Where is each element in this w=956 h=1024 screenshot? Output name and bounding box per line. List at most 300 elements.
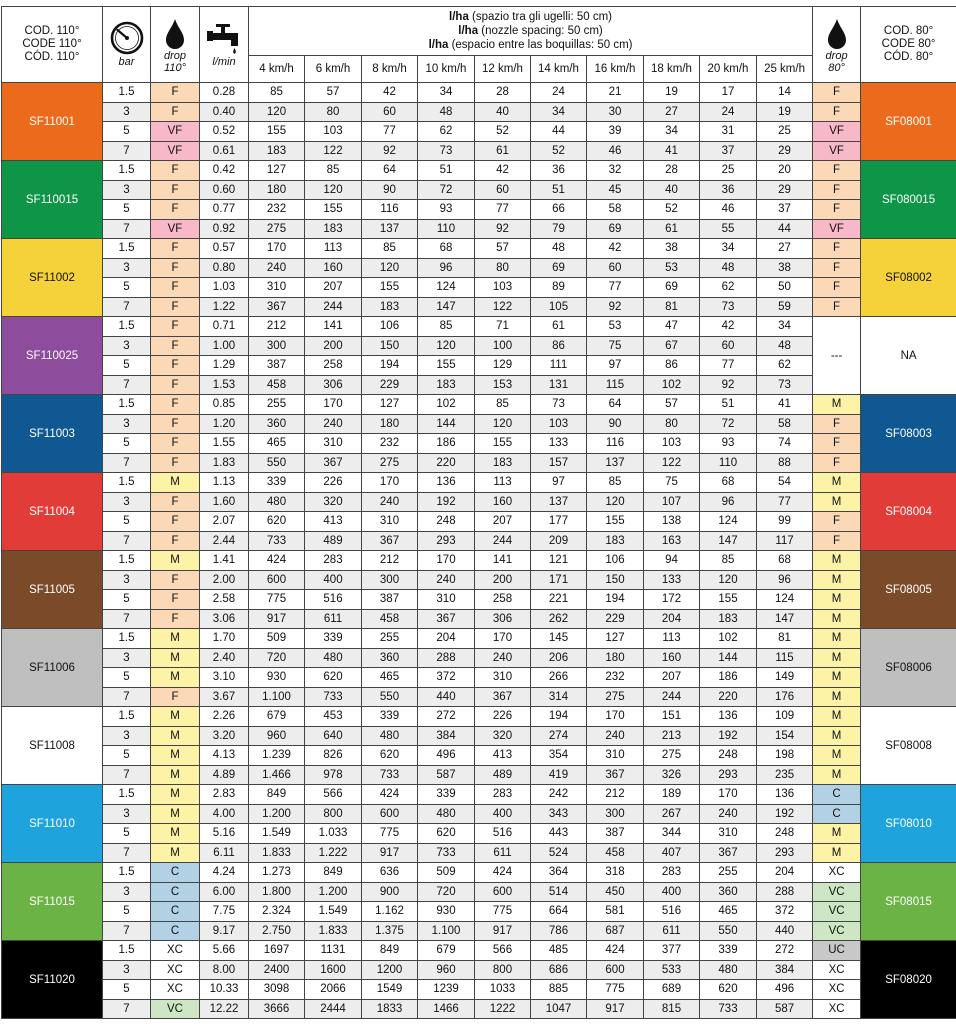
application-rate-value: 194 <box>362 356 418 376</box>
flow-rate-lmin: 1.13 <box>200 473 249 493</box>
application-rate-value: 183 <box>475 453 531 473</box>
application-rate-value: 1.549 <box>249 824 305 844</box>
application-rate-value: 384 <box>757 960 813 980</box>
application-rate-value: 120 <box>418 336 475 356</box>
application-rate-value: 150 <box>587 570 644 590</box>
droplet-class-110: F <box>151 356 200 376</box>
application-rate-value: 407 <box>644 843 700 863</box>
flow-rate-lmin: 1.29 <box>200 356 249 376</box>
droplet-class-110: VC <box>151 999 200 1019</box>
application-rate-value: 192 <box>418 492 475 512</box>
application-rate-value: 163 <box>644 531 700 551</box>
flow-rate-lmin: 0.77 <box>200 200 249 220</box>
application-rate-value: 24 <box>700 102 757 122</box>
application-rate-value: 53 <box>644 258 700 278</box>
application-rate-value: 283 <box>475 785 531 805</box>
application-rate-value: 62 <box>418 122 475 142</box>
droplet-class-110: F <box>151 531 200 551</box>
table-row <box>2 765 956 785</box>
flow-rate-lmin: 0.80 <box>200 258 249 278</box>
application-rate-value: 97 <box>531 473 587 493</box>
application-rate-value: 240 <box>700 804 757 824</box>
nozzle-code-80: SF08002 <box>861 239 956 317</box>
nozzle-code-110: SF110025 <box>2 317 103 395</box>
table-row <box>2 746 956 766</box>
droplet-class-80: M <box>813 668 861 688</box>
application-rate-value: 339 <box>305 629 362 649</box>
application-rate-value: 59 <box>757 297 813 317</box>
application-rate-value: 232 <box>362 434 418 454</box>
application-rate-value: 171 <box>531 570 587 590</box>
table-row <box>2 707 956 727</box>
application-rate-value: 129 <box>475 356 531 376</box>
application-rate-value: 611 <box>475 843 531 863</box>
application-rate-value: 81 <box>644 297 700 317</box>
application-rate-value: 339 <box>249 473 305 493</box>
droplet-class-80: XC <box>813 999 861 1019</box>
application-rate-value: 679 <box>249 707 305 727</box>
application-rate-value: 115 <box>757 648 813 668</box>
application-rate-value: 88 <box>757 453 813 473</box>
pressure-bar: 3 <box>103 492 151 512</box>
flow-rate-lmin: 2.26 <box>200 707 249 727</box>
droplet-class-110: M <box>151 746 200 766</box>
application-rate-value: 849 <box>305 863 362 883</box>
application-rate-value: 147 <box>757 609 813 629</box>
application-rate-value: 180 <box>249 180 305 200</box>
application-rate-value: 147 <box>418 297 475 317</box>
speed-header: 8 km/h <box>362 56 418 83</box>
application-rate-value: 640 <box>305 726 362 746</box>
application-rate-value: 262 <box>531 609 587 629</box>
droplet-class-110: F <box>151 278 200 298</box>
application-rate-value: 232 <box>587 668 644 688</box>
application-rate-value: 1600 <box>305 960 362 980</box>
table-row <box>2 161 956 181</box>
droplet-class-110: C <box>151 863 200 883</box>
application-rate-value: 600 <box>475 882 531 902</box>
nozzle-code-80: SF08001 <box>861 83 956 161</box>
flow-rate-lmin: 0.92 <box>200 219 249 239</box>
application-rate-value: 229 <box>362 375 418 395</box>
application-rate-value: 372 <box>418 668 475 688</box>
application-rate-value: 885 <box>531 980 587 1000</box>
application-rate-value: 172 <box>644 590 700 610</box>
application-rate-value: 1833 <box>362 999 418 1019</box>
application-rate-value: 85 <box>475 395 531 415</box>
droplet-class-110: M <box>151 785 200 805</box>
application-rate-value: 800 <box>305 804 362 824</box>
pressure-bar: 7 <box>103 843 151 863</box>
application-rate-value: 384 <box>418 726 475 746</box>
pressure-bar: 1.5 <box>103 551 151 571</box>
application-rate-value: 186 <box>700 668 757 688</box>
droplet-class-110: M <box>151 707 200 727</box>
application-rate-value: 153 <box>475 375 531 395</box>
application-rate-value: 458 <box>587 843 644 863</box>
application-rate-value: 120 <box>587 492 644 512</box>
application-rate-value: 364 <box>531 863 587 883</box>
pressure-bar: 1.5 <box>103 629 151 649</box>
application-rate-value: 62 <box>757 356 813 376</box>
application-rate-value: 107 <box>644 492 700 512</box>
application-rate-value: 733 <box>418 843 475 863</box>
speed-header: 14 km/h <box>531 56 587 83</box>
application-rate-value: 170 <box>587 707 644 727</box>
application-rate-value: 111 <box>531 356 587 376</box>
droplet-class-110: C <box>151 921 200 941</box>
header-pressure: bar <box>103 7 151 83</box>
application-rate-value: 400 <box>475 804 531 824</box>
application-rate-value: 248 <box>757 824 813 844</box>
application-rate-value: 48 <box>700 258 757 278</box>
flow-rate-lmin: 10.33 <box>200 980 249 1000</box>
application-rate-value: 46 <box>587 141 644 161</box>
application-rate-value: 64 <box>587 395 644 415</box>
nozzle-code-80: SF08020 <box>861 941 956 1019</box>
application-rate-value: 71 <box>475 317 531 337</box>
nozzle-code-80: NA <box>861 317 956 395</box>
droplet-class-80: XC <box>813 980 861 1000</box>
application-rate-value: 443 <box>531 824 587 844</box>
application-rate-value: 480 <box>418 804 475 824</box>
application-rate-value: 55 <box>700 219 757 239</box>
pressure-bar: 7 <box>103 531 151 551</box>
speed-header: 16 km/h <box>587 56 644 83</box>
application-rate-value: 581 <box>587 902 644 922</box>
application-rate-value: 775 <box>249 590 305 610</box>
application-rate-value: 85 <box>700 551 757 571</box>
droplet-class-80: F <box>813 83 861 103</box>
application-rate-value: 235 <box>757 765 813 785</box>
table-row <box>2 941 956 961</box>
pressure-bar: 5 <box>103 122 151 142</box>
application-rate-value: 66 <box>531 200 587 220</box>
application-rate-value: 306 <box>305 375 362 395</box>
flow-rate-lmin: 9.17 <box>200 921 249 941</box>
application-rate-value: 204 <box>757 863 813 883</box>
application-rate-value: 89 <box>531 278 587 298</box>
application-rate-value: 620 <box>249 512 305 532</box>
pressure-bar: 7 <box>103 375 151 395</box>
flow-rate-lmin: 2.00 <box>200 570 249 590</box>
application-rate-value: 496 <box>757 980 813 1000</box>
droplet-class-110: F <box>151 83 200 103</box>
application-rate-value: 339 <box>418 785 475 805</box>
speed-header: 12 km/h <box>475 56 531 83</box>
application-rate-value: 183 <box>305 219 362 239</box>
speed-header: 4 km/h <box>249 56 305 83</box>
application-rate-value: 41 <box>644 141 700 161</box>
application-rate-value: 300 <box>362 570 418 590</box>
droplet-class-80: XC <box>813 960 861 980</box>
application-rate-value: 57 <box>305 83 362 103</box>
application-rate-value: 85 <box>249 83 305 103</box>
application-rate-value: 1549 <box>362 980 418 1000</box>
application-rate-value: 424 <box>249 551 305 571</box>
application-rate-value: 611 <box>644 921 700 941</box>
table-row <box>2 83 956 103</box>
table-row <box>2 317 956 337</box>
application-rate-value: 96 <box>757 570 813 590</box>
pressure-bar: 1.5 <box>103 473 151 493</box>
flow-rate-lmin: 1.83 <box>200 453 249 473</box>
table-row <box>2 960 956 980</box>
application-rate-value: 458 <box>362 609 418 629</box>
application-rate-value: 32 <box>587 161 644 181</box>
table-row <box>2 453 956 473</box>
application-rate-value: 213 <box>644 726 700 746</box>
flow-rate-lmin: 0.60 <box>200 180 249 200</box>
flow-rate-lmin: 5.66 <box>200 941 249 961</box>
application-rate-value: 204 <box>418 629 475 649</box>
header-flow-rate: l/min <box>200 7 249 83</box>
application-rate-value: 207 <box>475 512 531 532</box>
flow-rate-lmin: 0.71 <box>200 317 249 337</box>
application-rate-value: 40 <box>644 180 700 200</box>
pressure-bar: 5 <box>103 434 151 454</box>
application-rate-value: 917 <box>587 999 644 1019</box>
application-rate-value: 339 <box>362 707 418 727</box>
application-rate-value: 275 <box>644 746 700 766</box>
application-rate-value: 68 <box>418 239 475 259</box>
application-rate-value: 686 <box>531 960 587 980</box>
flow-rate-lmin: 2.83 <box>200 785 249 805</box>
droplet-class-110: XC <box>151 941 200 961</box>
application-rate-value: 1466 <box>418 999 475 1019</box>
application-rate-value: 57 <box>644 395 700 415</box>
nozzle-code-80: SF08008 <box>861 707 956 785</box>
application-rate-value: 34 <box>531 102 587 122</box>
pressure-bar: 7 <box>103 687 151 707</box>
droplet-class-80: VF <box>813 219 861 239</box>
droplet-class-110: F <box>151 492 200 512</box>
droplet-class-80: VF <box>813 141 861 161</box>
header-application-rate <box>249 7 813 56</box>
table-row <box>2 512 956 532</box>
application-rate-value: 170 <box>418 551 475 571</box>
application-rate-value: 60 <box>700 336 757 356</box>
application-rate-value: 775 <box>362 824 418 844</box>
droplet-class-110: M <box>151 668 200 688</box>
application-rate-value: 255 <box>249 395 305 415</box>
droplet-class-80: M <box>813 609 861 629</box>
application-rate-value: 27 <box>757 239 813 259</box>
application-rate-value: 183 <box>362 297 418 317</box>
application-rate-value: 57 <box>475 239 531 259</box>
application-rate-value: 212 <box>362 551 418 571</box>
table-row <box>2 785 956 805</box>
application-rate-value: 226 <box>305 473 362 493</box>
application-rate-value: 160 <box>475 492 531 512</box>
application-rate-value: 80 <box>475 258 531 278</box>
pressure-bar: 3 <box>103 882 151 902</box>
application-rate-value: 1.549 <box>305 902 362 922</box>
application-rate-value: 240 <box>587 726 644 746</box>
droplet-class-80: F <box>813 453 861 473</box>
application-rate-value: 147 <box>700 531 757 551</box>
droplet-class-110: F <box>151 161 200 181</box>
speed-header: 25 km/h <box>757 56 813 83</box>
flow-rate-lmin: 4.13 <box>200 746 249 766</box>
application-rate-value: 636 <box>362 863 418 883</box>
flow-rate-lmin: 3.10 <box>200 668 249 688</box>
application-rate-value: 258 <box>305 356 362 376</box>
application-rate-value: 115 <box>587 375 644 395</box>
table-row <box>2 200 956 220</box>
pressure-bar: 5 <box>103 902 151 922</box>
flow-rate-lmin: 0.52 <box>200 122 249 142</box>
application-rate-value: 326 <box>644 765 700 785</box>
application-rate-value: 58 <box>587 200 644 220</box>
application-rate-value: 204 <box>644 609 700 629</box>
droplet-class-110: VF <box>151 141 200 161</box>
table-row <box>2 843 956 863</box>
lha-line-es: l/ha (espacio entre las boquillas: 50 cm) <box>428 39 633 51</box>
application-rate-value: 566 <box>305 785 362 805</box>
application-rate-value: 275 <box>587 687 644 707</box>
application-rate-value: 775 <box>587 980 644 1000</box>
application-rate-value: 127 <box>587 629 644 649</box>
application-rate-value: 815 <box>644 999 700 1019</box>
application-rate-value: 54 <box>757 473 813 493</box>
application-rate-value: 180 <box>587 648 644 668</box>
table-row <box>2 570 956 590</box>
pressure-bar: 3 <box>103 258 151 278</box>
application-rate-value: 1.222 <box>305 843 362 863</box>
application-rate-value: 516 <box>305 590 362 610</box>
table-row <box>2 531 956 551</box>
nozzle-code-80: SF08015 <box>861 863 956 941</box>
application-rate-value: 77 <box>475 200 531 220</box>
application-rate-value: 367 <box>475 687 531 707</box>
application-rate-value: 310 <box>418 590 475 610</box>
flow-rate-lmin: 1.22 <box>200 297 249 317</box>
application-rate-value: 52 <box>644 200 700 220</box>
application-rate-value: 25 <box>700 161 757 181</box>
table-row <box>2 434 956 454</box>
droplet-class-80: M <box>813 551 861 571</box>
application-rate-value: 157 <box>531 453 587 473</box>
application-rate-value: 47 <box>644 317 700 337</box>
application-rate-value: 103 <box>475 278 531 298</box>
application-rate-value: 207 <box>305 278 362 298</box>
application-rate-value: 122 <box>305 141 362 161</box>
flow-rate-lmin: 6.00 <box>200 882 249 902</box>
droplet-class-110: F <box>151 297 200 317</box>
table-row <box>2 492 956 512</box>
application-rate-value: 106 <box>587 551 644 571</box>
application-rate-value: 300 <box>249 336 305 356</box>
application-rate-value: 97 <box>587 356 644 376</box>
application-rate-value: 306 <box>475 609 531 629</box>
droplet-class-110: F <box>151 336 200 356</box>
application-rate-value: 240 <box>305 414 362 434</box>
droplet-class-110: F <box>151 317 200 337</box>
application-rate-value: 310 <box>475 668 531 688</box>
application-rate-value: 52 <box>531 141 587 161</box>
application-rate-value: 192 <box>700 726 757 746</box>
application-rate-value: 60 <box>475 180 531 200</box>
application-rate-value: 50 <box>757 278 813 298</box>
application-rate-value: 92 <box>362 141 418 161</box>
application-rate-value: 424 <box>475 863 531 883</box>
application-rate-value: 244 <box>644 687 700 707</box>
application-rate-value: 124 <box>700 512 757 532</box>
application-rate-value: 733 <box>249 531 305 551</box>
application-rate-value: 310 <box>362 512 418 532</box>
application-rate-value: 102 <box>700 629 757 649</box>
application-rate-value: 480 <box>362 726 418 746</box>
application-rate-value: 151 <box>644 707 700 727</box>
application-rate-value: 387 <box>249 356 305 376</box>
pressure-bar: 1.5 <box>103 239 151 259</box>
application-rate-value: 440 <box>757 921 813 941</box>
application-rate-value: 60 <box>587 258 644 278</box>
nozzle-application-rate-table <box>1 6 956 1019</box>
droplet-class-80: --- <box>813 317 861 395</box>
flow-rate-lmin: 8.00 <box>200 960 249 980</box>
application-rate-value: 367 <box>418 609 475 629</box>
nozzle-code-110: SF11006 <box>2 629 103 707</box>
application-rate-value: 229 <box>587 609 644 629</box>
application-rate-value: 248 <box>418 512 475 532</box>
application-rate-value: 930 <box>249 668 305 688</box>
application-rate-value: 27 <box>644 102 700 122</box>
droplet-class-110: M <box>151 824 200 844</box>
pressure-bar: 1.5 <box>103 317 151 337</box>
application-rate-value: 29 <box>757 180 813 200</box>
application-rate-value: 516 <box>475 824 531 844</box>
droplet-class-110: F <box>151 453 200 473</box>
application-rate-value: 200 <box>305 336 362 356</box>
application-rate-value: 516 <box>644 902 700 922</box>
application-rate-value: 183 <box>700 609 757 629</box>
table-row <box>2 726 956 746</box>
application-rate-value: 122 <box>644 453 700 473</box>
flow-rate-lmin: 3.67 <box>200 687 249 707</box>
flow-rate-lmin: 0.42 <box>200 161 249 181</box>
application-rate-value: 120 <box>362 258 418 278</box>
application-rate-value: 400 <box>305 570 362 590</box>
droplet-class-80: F <box>813 414 861 434</box>
application-rate-value: 106 <box>362 317 418 337</box>
drop-80-label: drop 80° <box>825 49 848 74</box>
application-rate-value: 90 <box>587 414 644 434</box>
application-rate-value: 509 <box>418 863 475 883</box>
application-rate-value: 1131 <box>305 941 362 961</box>
application-rate-value: 620 <box>362 746 418 766</box>
application-rate-value: 413 <box>305 512 362 532</box>
application-rate-value: 109 <box>757 707 813 727</box>
application-rate-value: 1.466 <box>249 765 305 785</box>
application-rate-value: 120 <box>305 180 362 200</box>
droplet-class-80: M <box>813 473 861 493</box>
application-rate-value: 450 <box>587 882 644 902</box>
table-row <box>2 687 956 707</box>
application-rate-value: 387 <box>587 824 644 844</box>
application-rate-value: 113 <box>475 473 531 493</box>
application-rate-value: 92 <box>475 219 531 239</box>
application-rate-value: 38 <box>644 239 700 259</box>
pressure-bar: 7 <box>103 141 151 161</box>
application-rate-value: 1222 <box>475 999 531 1019</box>
droplet-class-110: F <box>151 375 200 395</box>
application-rate-value: 31 <box>700 122 757 142</box>
application-rate-value: 28 <box>644 161 700 181</box>
application-rate-value: 14 <box>757 83 813 103</box>
application-rate-value: 367 <box>700 843 757 863</box>
